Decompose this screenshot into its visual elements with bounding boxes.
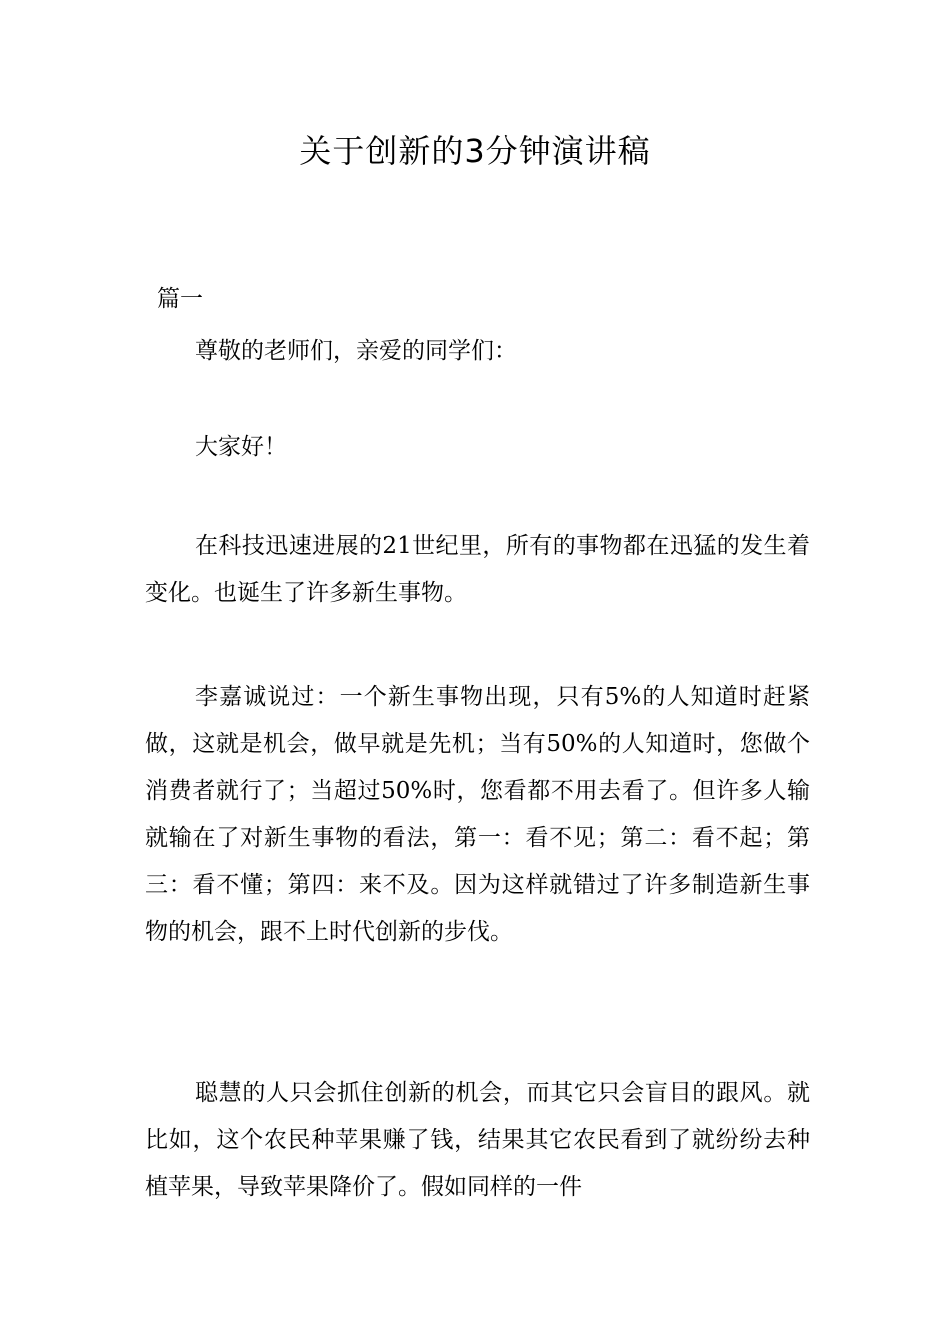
paragraph-li-ka-shing-quote: 李嘉诚说过：一个新生事物出现，只有5%的人知道时赶紧做，这就是机会，做早就是先机；当有50%的人知道时，您做个消费者就行了；当超过50%时，您看都不用去看了。但许多人输就输在了对新生事物的看法，第一：看不见；第二：看不起；第三：看不懂；第四：来不及。因为这样就错过了许多制造新生事物的机会，跟不上时代创新的步伐。 bbox=[145, 684, 810, 945]
section-label: 篇一 bbox=[157, 286, 203, 312]
paragraph-intro: 在科技迅速进展的21世纪里，所有的事物都在迅猛的发生着变化。也诞生了许多新生事物。 bbox=[145, 533, 810, 606]
paragraph-hello: 大家好！ bbox=[195, 434, 287, 460]
document-title: 关于创新的3分钟演讲稿 bbox=[299, 132, 651, 170]
paragraph-smart-people: 聪慧的人只会抓住创新的机会，而其它只会盲目的跟风。就比如，这个农民种苹果赚了钱，结果其它农民看到了就纷纷去种植苹果，导致苹果降价了。假如同样的一件 bbox=[145, 1080, 810, 1200]
paragraph-greeting: 尊敬的老师们，亲爱的同学们： bbox=[195, 338, 517, 364]
